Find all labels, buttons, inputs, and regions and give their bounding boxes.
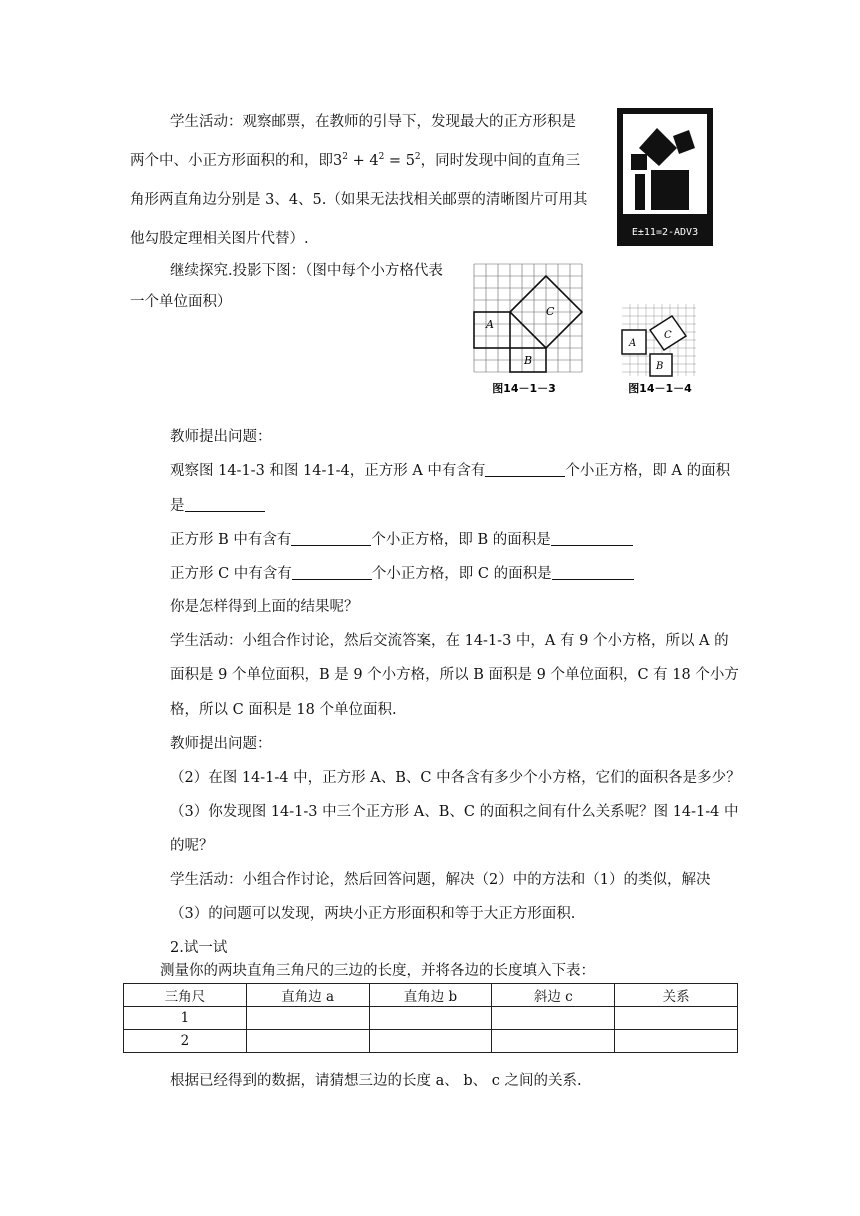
table-header-cell: 三角尺 (124, 984, 247, 1007)
text: 两个中、小正方形面积的和，即 (130, 153, 333, 169)
table-row (124, 1007, 738, 1030)
table-cell: 2 (124, 1030, 247, 1053)
table-header-cell: 直角边 b (369, 984, 492, 1007)
paragraph-line (130, 151, 580, 171)
table-cell: 1 (124, 1007, 247, 1030)
formula: $3^2 + 4^2 = 5^2$ (333, 152, 421, 169)
paragraph-line: 格，所以 C 面积是 18 个单位面积. (170, 702, 397, 718)
paragraph-line: 一个单位面积） (130, 294, 232, 310)
measurement-table (123, 983, 738, 1053)
blank-field[interactable] (292, 565, 372, 580)
stamp-text: E±11=2-ADV3 (631, 227, 699, 238)
table-cell[interactable] (369, 1030, 492, 1053)
table-header-cell: 关系 (615, 984, 738, 1007)
text: ，同时发现中间的直角三 (420, 153, 581, 169)
question-line: 是 (170, 496, 265, 516)
blank-field[interactable] (291, 531, 371, 546)
paragraph-line: 测量你的两块直角三角尺的三边的长度，并将各边的长度填入下表： (160, 963, 595, 979)
figure-14-1-3 (472, 262, 586, 397)
paragraph-line: 教师提出问题： (170, 736, 272, 752)
paragraph-line: 学生活动：小组合作讨论，然后回答问题，解决（2）中的方法和（1）的类似，解决 (170, 872, 711, 888)
section-heading: 2.试一试 (170, 940, 228, 956)
table-cell[interactable] (246, 1007, 369, 1030)
figure-14-1-4 (618, 300, 704, 396)
paragraph-line: 的呢？ (170, 838, 214, 854)
square-a-label: A (486, 318, 494, 331)
pythagoras-stamp-image (617, 108, 713, 246)
square-c-label: C (546, 305, 555, 318)
paragraph-line: 教师提出问题： (170, 429, 272, 445)
table-header-cell: 斜边 c (492, 984, 615, 1007)
paragraph-line: 面积是 9 个单位面积，B 是 9 个小方格，所以 B 面积是 9 个单位面积，C 有 18 个小方 (170, 667, 739, 683)
table-cell[interactable] (615, 1030, 738, 1053)
table-header-row (124, 984, 738, 1007)
figure-caption: 图14－1－4 (628, 382, 692, 395)
table-cell[interactable] (369, 1007, 492, 1030)
question-line: 正方形 C 中有含有 个小正方格，即 C 的面积是 (170, 564, 634, 584)
paragraph-line: 你是怎样得到上面的结果呢？ (170, 599, 359, 615)
square-c-label: C (664, 330, 672, 341)
table-cell[interactable] (492, 1030, 615, 1053)
question-line: 正方形 B 中有含有 个小正方格，即 B 的面积是 (170, 530, 633, 550)
paragraph-line: 角形两直角边分别是 3、4、5.（如果无法找相关邮票的清晰图片可用其 (130, 192, 588, 208)
figure-caption: 图14－1－3 (492, 382, 556, 395)
blank-field[interactable] (551, 531, 633, 546)
square-b-label: B (524, 354, 533, 367)
paragraph-line: （3）的问题可以发现，两块小正方形面积和等于大正方形面积. (170, 906, 576, 922)
blank-field[interactable] (485, 462, 565, 477)
square-b-label: B (656, 361, 664, 372)
table-header-cell: 直角边 a (246, 984, 369, 1007)
table-cell[interactable] (246, 1030, 369, 1053)
paragraph-line: 学生活动：小组合作讨论，然后交流答案，在 14-1-3 中，A 有 9 个小方格，所以 A 的 (170, 633, 729, 649)
table-cell[interactable] (492, 1007, 615, 1030)
table-cell[interactable] (615, 1007, 738, 1030)
paragraph-line: 他勾股定理相关图片代替）. (130, 231, 309, 247)
paragraph-line: （2）在图 14-1-4 中，正方形 A、B、C 中各含有多少个小方格，它们的面积各是多少？ (170, 770, 741, 786)
square-a-label: A (629, 338, 637, 349)
blank-field[interactable] (552, 565, 634, 580)
paragraph-line: （3）你发现图 14-1-3 中三个正方形 A、B、C 的面积之间有什么关系呢？图 14-1-4 中 (170, 804, 739, 820)
table-row (124, 1030, 738, 1053)
blank-field[interactable] (185, 497, 265, 512)
paragraph-line: 根据已经得到的数据，请猜想三边的长度 a、 b、 c 之间的关系. (170, 1073, 582, 1089)
question-line: 观察图 14-1-3 和图 14-1-4，正方形 A 中有含有 个小正方格，即 A 的面积 (170, 463, 731, 479)
paragraph-line: 学生活动：观察邮票，在教师的引导下，发现最大的正方形积是 (170, 114, 576, 130)
paragraph-line: 继续探究.投影下图：（图中每个小方格代表 (170, 263, 443, 279)
